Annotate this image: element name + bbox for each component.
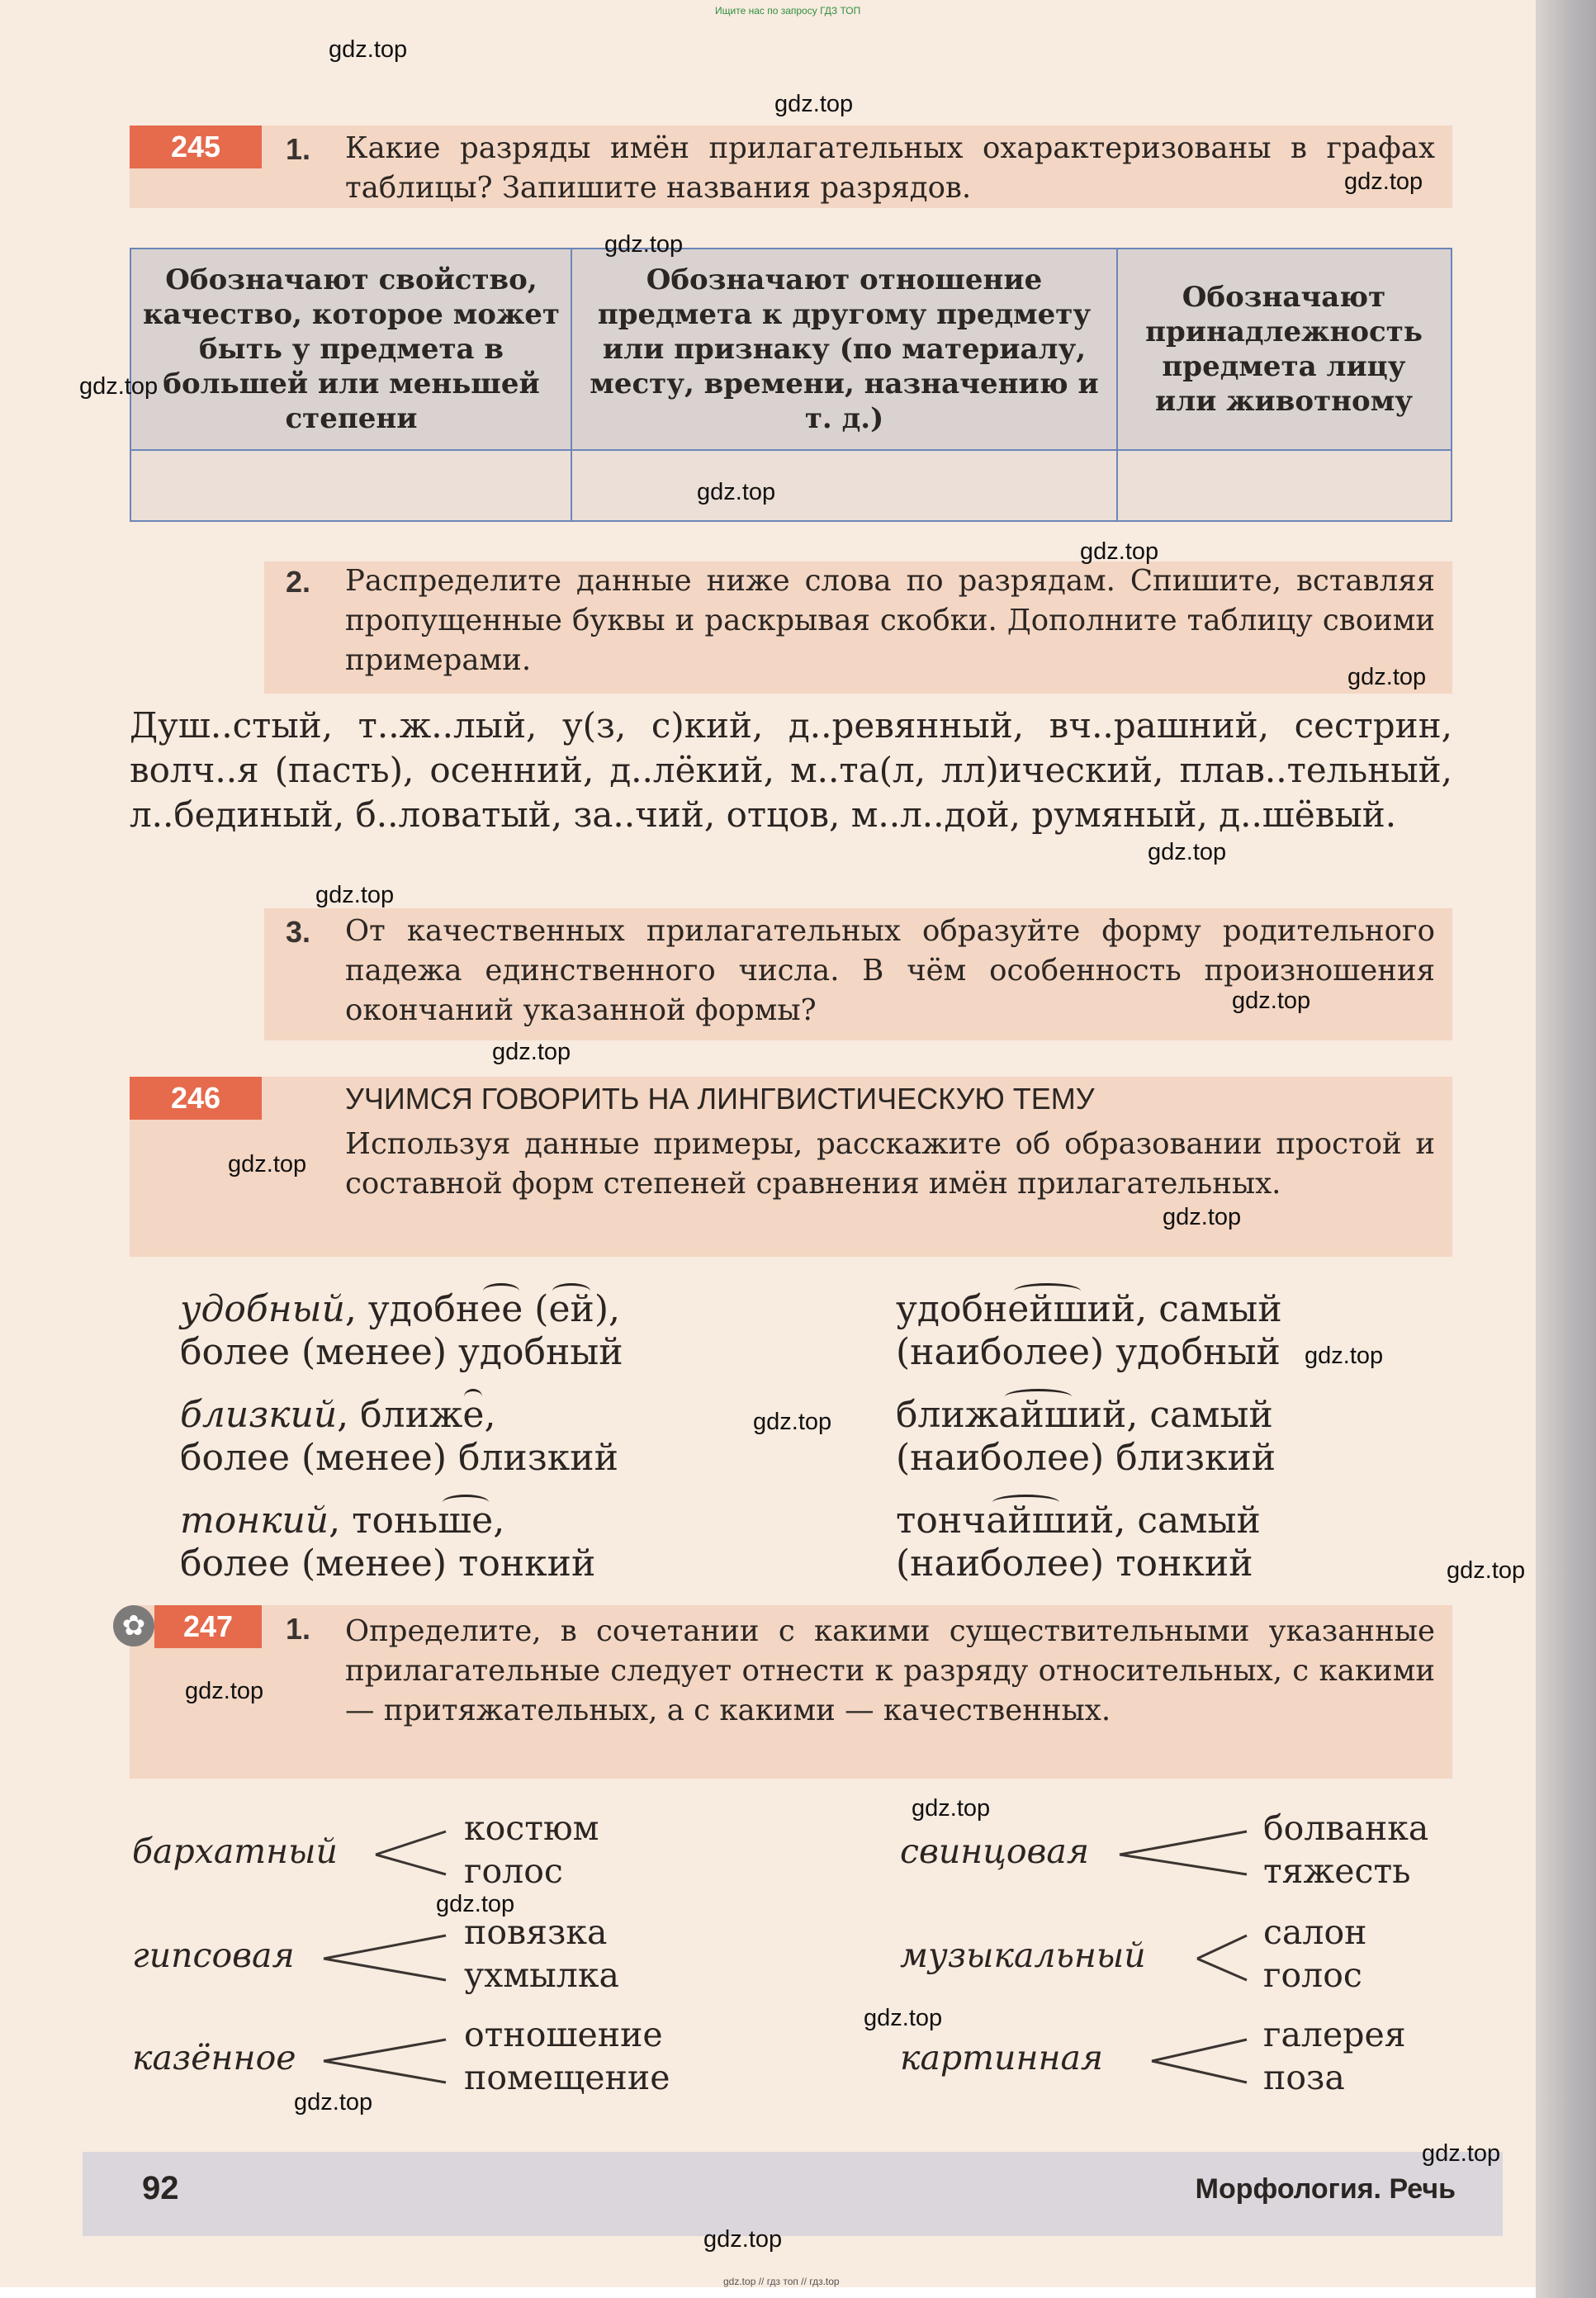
comparison-example: близкий, ближе, более (менее) близкий — [180, 1394, 618, 1479]
adjective: картинная — [900, 2038, 1104, 2078]
watermark: gdz.top — [1347, 664, 1427, 690]
watermark: gdz.top — [604, 231, 684, 258]
compound-form: (наиболее) удобный — [896, 1331, 1281, 1373]
adjective: казённое — [132, 2038, 296, 2078]
compound-form: (наиболее) тонкий — [896, 1542, 1253, 1585]
watermark: gdz.top — [1148, 839, 1227, 865]
task-text: Определите, в сочетании с какими существительными указанные прилагательные следует отнести к разряду относительных, с какими — притяжательных, а с какими — качественных. — [345, 1614, 1435, 1727]
base-adjective: близкий — [180, 1394, 338, 1436]
noun: голос — [1263, 1955, 1362, 1995]
watermark: gdz.top — [1344, 168, 1423, 195]
task-text: От качественных прилагательных образуйте форму родительного падежа единственного числа. В чём особенность произношения окончаний указанной формы? — [345, 914, 1435, 1027]
watermark: gdz.top — [185, 1678, 264, 1704]
noun: повязка — [464, 1912, 608, 1952]
stem: тонь — [352, 1500, 438, 1542]
connector — [1152, 2040, 1247, 2082]
noun: салон — [1263, 1912, 1367, 1952]
watermark: gdz.top — [1080, 538, 1159, 565]
exercise-number-247: 247 — [154, 1605, 262, 1648]
connector — [1197, 1936, 1247, 1980]
ending-mark: ей — [548, 1288, 594, 1330]
stem: ближ — [896, 1394, 999, 1436]
ending-mark: ее — [480, 1288, 523, 1330]
noun: костюм — [464, 1808, 599, 1848]
stem: тонч — [896, 1500, 987, 1542]
task-number: 1. — [286, 1612, 311, 1646]
header-note: Ищите нас по запросу ГДЗ ТОП — [715, 5, 861, 17]
section-title: Морфология. Речь — [1195, 2173, 1456, 2205]
suffix-mark: ейш — [1007, 1288, 1087, 1330]
adjective: музыкальный — [900, 1936, 1146, 1975]
noun: голос — [464, 1851, 563, 1891]
watermark: gdz.top — [697, 479, 776, 505]
watermark: gdz.top — [1163, 1204, 1242, 1230]
comparison-example: удобный, удобнее (ей), более (менее) удобный — [180, 1288, 623, 1373]
noun: отношение — [464, 2015, 663, 2054]
noun: помещение — [464, 2058, 670, 2097]
table-header-cell: Обозначают принадлежность предмета лицу или животному — [1117, 249, 1451, 451]
base-adjective: тонкий — [180, 1500, 329, 1542]
stem: удобн — [367, 1288, 481, 1330]
watermark: gdz.top — [864, 2005, 943, 2031]
ending-mark: ше — [438, 1500, 494, 1542]
suffix-mark: айш — [986, 1500, 1066, 1542]
watermark: gdz.top — [1422, 2140, 1501, 2167]
comparison-example: тонкий, тоньше, более (менее) тонкий — [180, 1500, 596, 1585]
task-text: Какие разряды имён прилагательных охарактеризованы в графах таблицы? Запишите названия разрядов. — [345, 131, 1435, 205]
noun: ухмылка — [464, 1955, 619, 1995]
task-text: Используя данные примеры, расскажите об образовании простой и составной форм степеней сравнения имён прилагательных. — [345, 1127, 1435, 1201]
connector — [376, 1831, 446, 1874]
watermark: gdz.top — [753, 1409, 832, 1435]
watermark: gdz.top — [436, 1891, 515, 1917]
ending: ий, самый — [1077, 1394, 1273, 1436]
task-number: 2. — [286, 565, 311, 599]
watermark: gdz.top — [1232, 988, 1311, 1014]
task-text: Распределите данные ниже слова по разрядам. Спишите, вставляя пропущенные буквы и раскрывая скобки. Дополните таблицу своими примерами. — [345, 564, 1435, 677]
watermark: gdz.top — [774, 91, 854, 117]
connector — [324, 2040, 446, 2082]
watermark: gdz.top — [294, 2089, 373, 2116]
section-heading: УЧИМСЯ ГОВОРИТЬ НА ЛИНГВИСТИЧЕСКУЮ ТЕМУ — [345, 1082, 1095, 1116]
watermark: gdz.top — [79, 373, 159, 400]
connector — [1120, 1831, 1247, 1874]
compound-form: более (менее) удобный — [180, 1331, 623, 1373]
word-list: Душ..стый, т..ж..лый, у(з, с)кий, д..ревянный, вч..рашний, сестрин, волч..я (пасть), осенний, д..лёкий, м..та(л, лл)ический, плав..тельный, л..бединый, б..ловатый, за..чий, отцов, м..л..дой, румяный, д..шёвый. — [130, 705, 1452, 835]
table-header-cell: Обозначают отношение предмета к другому предмету или признаку (по материалу, месту, времени, назначению и т. д.) — [571, 249, 1117, 451]
adjective: бархатный — [132, 1831, 338, 1871]
exercise-number-245: 245 — [130, 126, 262, 168]
compound-form: (наиболее) близкий — [896, 1437, 1276, 1479]
watermark: gdz.top — [1447, 1557, 1526, 1584]
flower-icon: ✿ — [113, 1605, 154, 1647]
table-header-cell: Обозначают свойство, качество, которое может быть у предмета в большей или меньшей степени — [131, 249, 571, 451]
watermark: gdz.top — [315, 882, 395, 908]
ending: ий, самый — [1065, 1500, 1261, 1542]
noun: тяжесть — [1263, 1851, 1411, 1891]
footer-note: gdz.top // гдз топ // гдз.top — [723, 2276, 840, 2287]
stem: ближ — [360, 1394, 463, 1436]
noun: поза — [1263, 2058, 1345, 2097]
base-adjective: удобный — [180, 1288, 345, 1330]
adjective: свинцовая — [900, 1831, 1089, 1871]
task-number: 3. — [286, 915, 311, 949]
compound-form: более (менее) близкий — [180, 1437, 618, 1479]
suffix-mark: айш — [998, 1394, 1078, 1436]
ending-mark: е — [462, 1394, 485, 1436]
watermark: gdz.top — [228, 1151, 307, 1177]
task-number: 1. — [286, 132, 311, 166]
stem: удобн — [896, 1288, 1008, 1330]
noun: галерея — [1263, 2015, 1406, 2054]
watermark: gdz.top — [1305, 1343, 1384, 1369]
noun: болванка — [1263, 1808, 1429, 1848]
watermark: gdz.top — [912, 1795, 991, 1822]
page-number: 92 — [142, 2170, 179, 2206]
ending: ий, самый — [1087, 1288, 1282, 1330]
connector — [324, 1936, 446, 1980]
compound-form: более (менее) тонкий — [180, 1542, 596, 1585]
adjective: гипсовая — [132, 1936, 295, 1975]
watermark: gdz.top — [703, 2226, 783, 2253]
exercise-number-246: 246 — [130, 1077, 262, 1120]
watermark: gdz.top — [492, 1039, 571, 1065]
watermark: gdz.top — [329, 36, 408, 63]
